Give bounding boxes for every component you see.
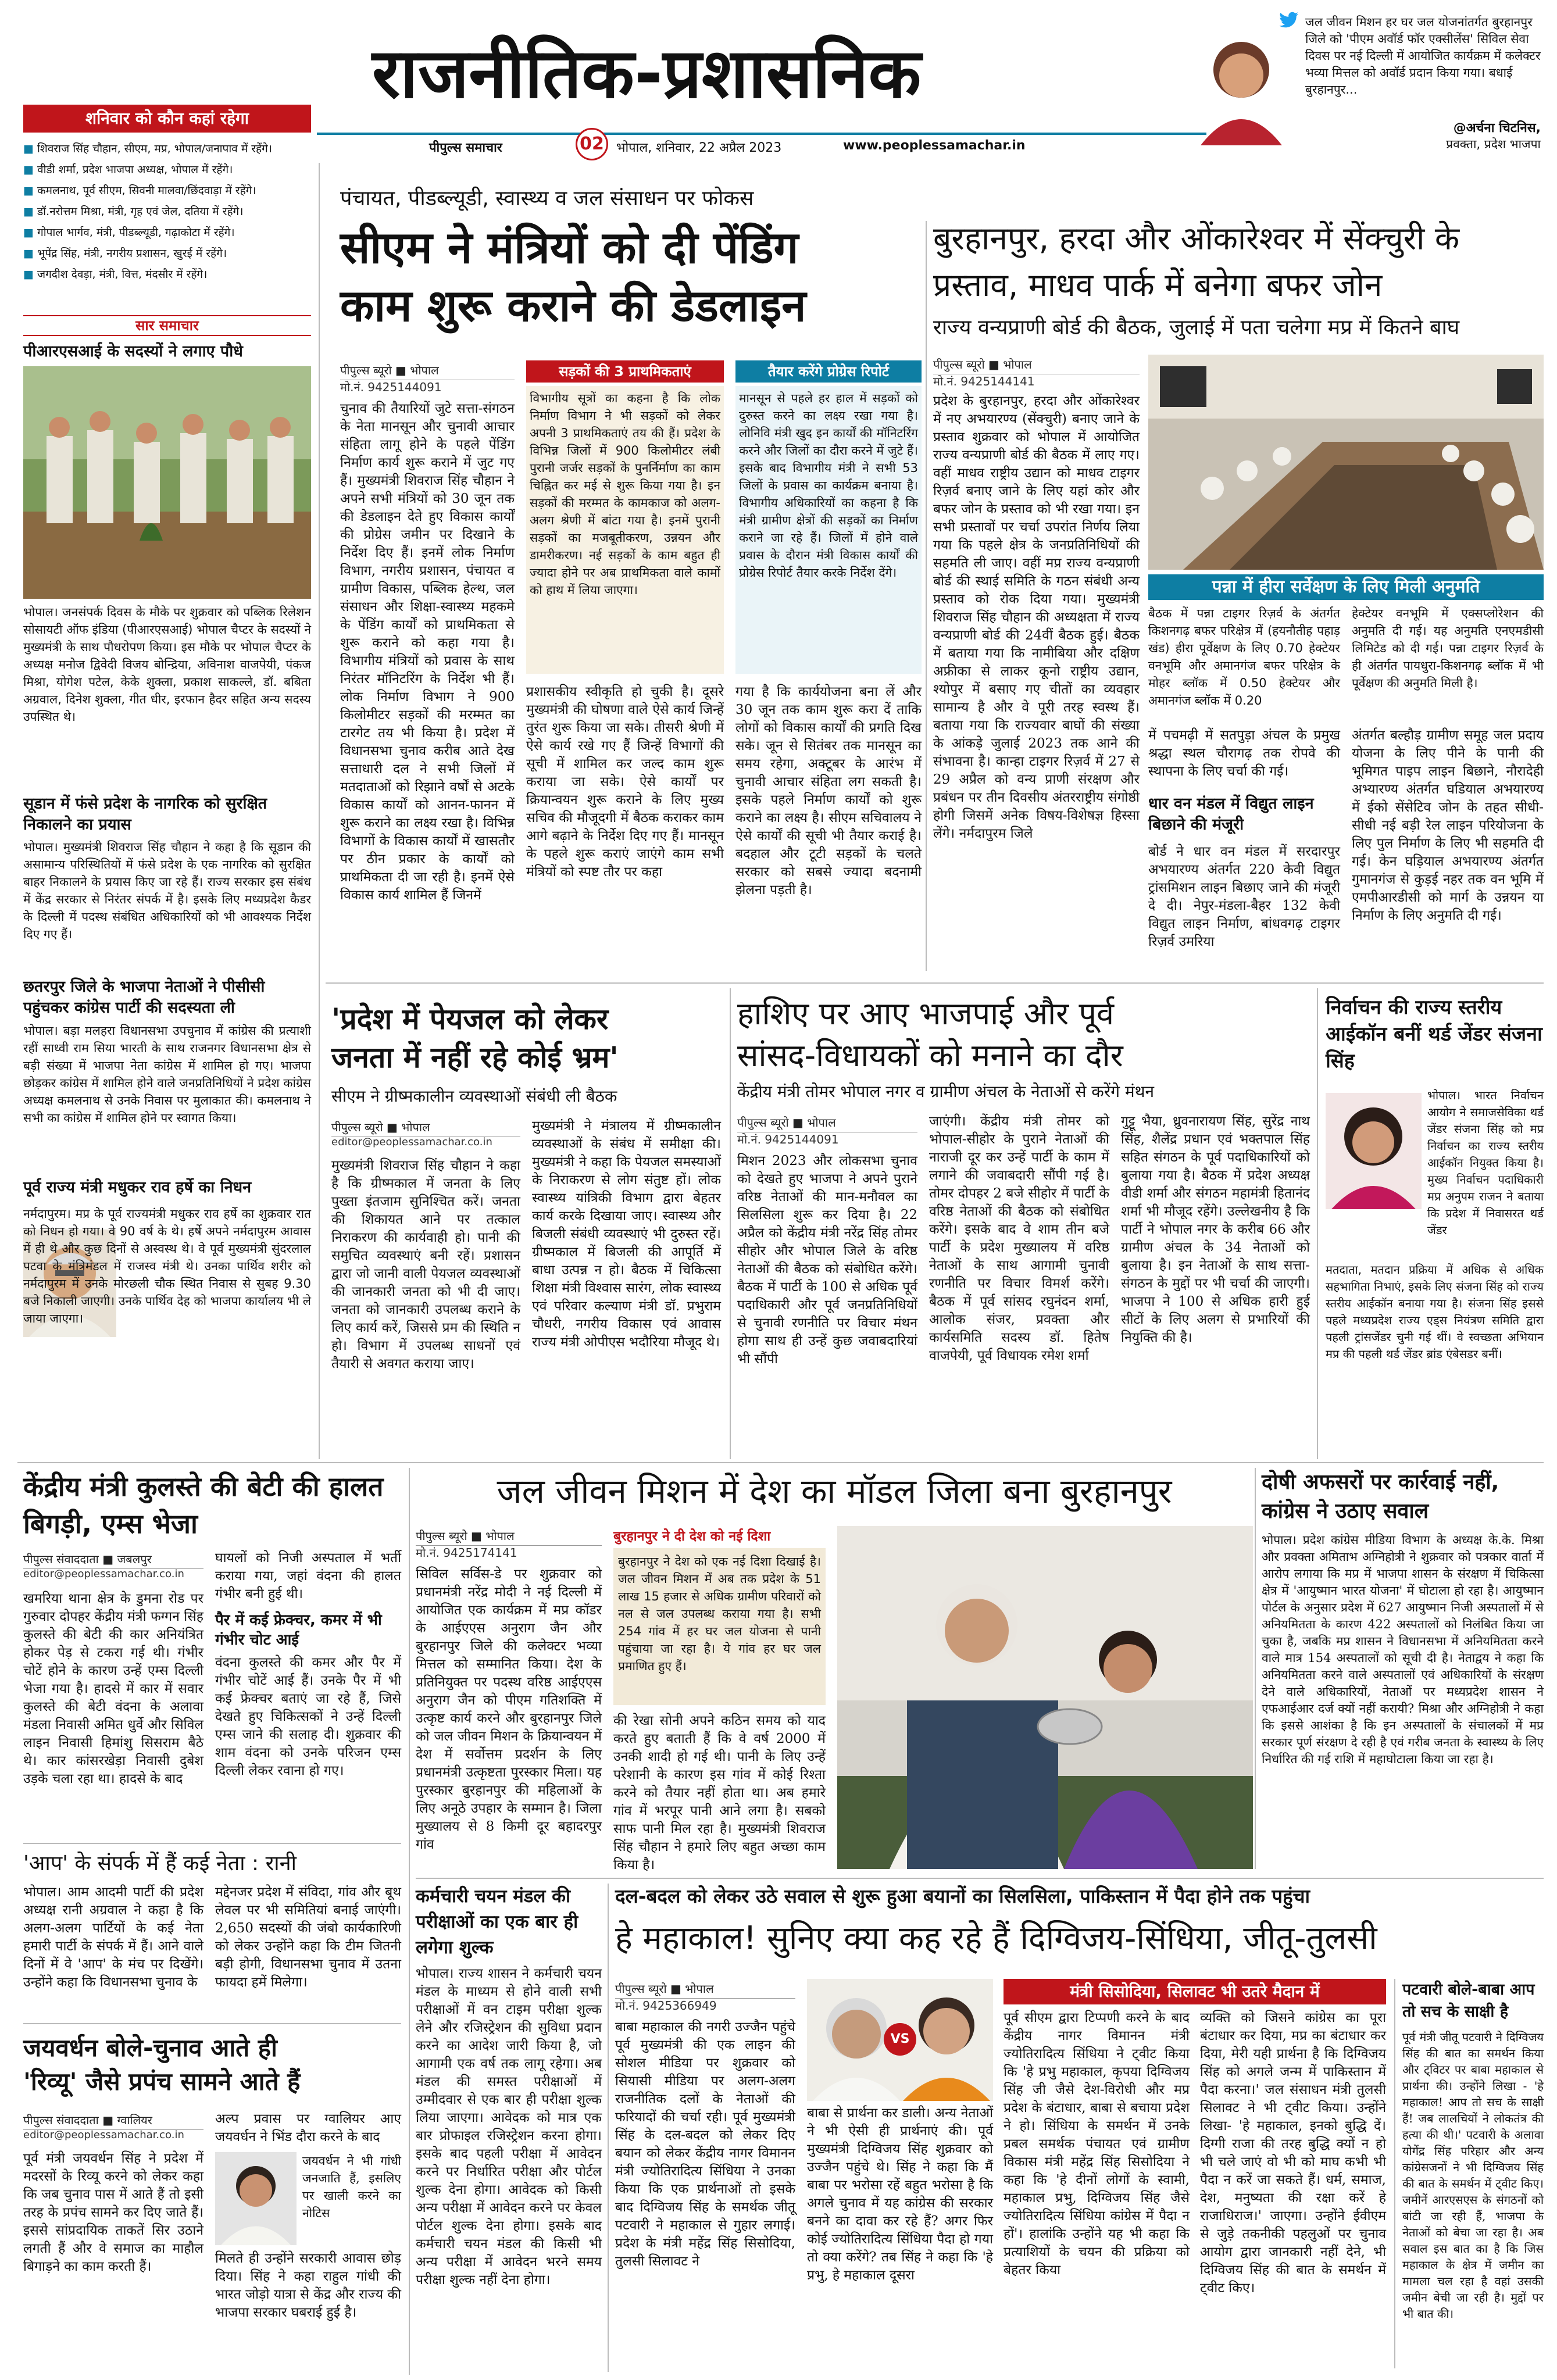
- sisodiya-box-right: व्यक्ति को जिसने कांग्रेस का पूरा बंटाधार कर दिया, मप्र का बंटाधार कर दिया, मेरी यही प्रार्थना है कि दिग्विजय सिंह को अगले जन्म में पाकिस्तान में पैदा करना।' जल संसाधन मंत्री तुलसी सिलावट ने भी ट्वीट किया। उन्होंने लिखा- 'हे महाकाल, इनको बुद्धि दें। दिग्गी राजा की तरह बुद्धि क्यों न हो भी चले जाएं वो भी को माघ कभी भी पैदा न करें जा सकते हैं। धर्म, समाज, देश, मनुष्यता की रक्षा करें हे राजाधिराज।' जाएगा। उन्होंने ईवीएम से जुड़े तकनीकी पहलुओं पर चुनाव आयोग द्वारा जानकारी नहीं देने, भी दिग्विजय सिंह की बात के समर्थन में ट्वीट किए।: [1200, 2010, 1386, 2296]
- harsh-body: नर्मदापुरम। मप्र के पूर्व राज्यमंत्री मधुकर राव हर्षे का शुक्रवार रात को निधन हो गया। वे 90 वर्ष के थे। हर्षे अपने नर्मदापुरम आवास में ही थे और कुछ दिनों से अस्वस्थ थे। वे पूर्व मुख्यमंत्री सुंदरलाल पटवा के मंत्रिमंडल में राजस्व मंत्री थे। उनका पार्थिव शरीर को नर्मदापुरम में उनके मोरछली चौक स्थित निवास से सुबह 9.30 बजे निकाली जाएगी। उनके पार्थिव देह को भाजपा कार्यालय भी ले जाया जाएगा।: [23, 1207, 311, 1325]
- jaivardhan-byline: पीपुल्स संवाददाता ■ ग्वालियर: [23, 2110, 203, 2130]
- jjm-headline: जल जीवन मिशन में देश का मॉडल जिला बना बुरहानपुर: [497, 1471, 1172, 1511]
- jaivardhan-story: [23, 2023, 401, 2372]
- whereabouts-item: ■ जगदीश देवड़ा, मंत्री, वित्त, मंदसौर में रहेंगे।: [23, 268, 208, 281]
- lead-byline: पीपुल्स ब्यूरो ■ भोपाल: [340, 360, 515, 380]
- whereabouts-item: ■ कमलनाथ, पूर्व सीएम, सिवनी मालवा/छिंदवाड़ा में रहेंगे।: [23, 184, 256, 197]
- box1-body: विभागीय सूत्रों का कहना है कि लोक निर्माण विभाग ने भी सड़कों को लेकर अपनी 3 प्राथमिकताएं तय की हैं। प्रदेश के विभिन्न जिलों में 900 किलोमीटर लंबी पुरानी जर्जर सड़कों के पुनर्निर्माण का काम चिह्नित कर मई से शुरू किया गया है। इन सड़कों की मरम्मत के कामकाज को अलग-अलग श्रेणी में बांटा गया है। इनमें पुरानी सड़कों का मजबूतीकरण, उन्नयन और डामरीकरण। नई सड़कों के काम बहुत ही ज्यादा होने पर अब प्राथमिकता वाले कामों को हाथ में लिया जाएगा।: [526, 386, 724, 674]
- aap-headline: 'आप' के संपर्क में हैं कई नेता : रानी: [23, 1852, 297, 1875]
- water-deck: सीएम ने ग्रीष्मकालीन व्यवस्थाओं संबंधी ली बैठक: [331, 1087, 617, 1106]
- tiger-col1: प्रदेश के बुरहानपुर, हरदा और ओंकारेश्वर में नए अभयारण्य (सेंक्चुरी) बनाए जाने के प्रस्ताव शुक्रवार को भोपाल में आयोजित राज्य वन्यप्राणी बोर्ड की बैठक में लाए गए। वहीं माधव राष्ट्रीय उद्यान को माधव टाइगर रिज़र्व बनाए जाने के लिए यहां कोर और बफर जोन के प्रस्ताव को भी रखा गया। इन सभी प्रस्तावों पर चर्चा उपरांत निर्णय लिया गया कि पहले क्षेत्र के जनप्रतिनिधियों की सहमति ली जाए। वहीं मप्र राज्य वन्यप्राणी बोर्ड की स्थाई समिति के गठन संबंधी अन्य प्रस्ताव को रोक दिया गया। मुख्यमंत्री शिवराज सिंह चौहान की अध्यक्षता में राज्य वन्यप्राणी बोर्ड की 24वीं बैठक हुई। बैठक में बताया गया कि नामीबिया और दक्षिण अफ्रीका से लाकर कूनो राष्ट्रीय उद्यान, श्योपुर में बसाए गए चीतों का व्यवहार सामान्य है और वे पूरी तरह स्वस्थ हैं। बताया गया कि राज्यवार बाघों की संख्या के आंकड़े जुलाई 2023 तक आने की संभावना है। कान्हा टाइगर रिज़र्व में 27 से 29 अप्रैल को वन्य प्राणी संरक्षण और प्रबंधन पर तीन दिवसीय अंतरराष्ट्रीय संगोष्ठी होगी जिसमें अनेक विषय-विशेषज्ञ हिस्सा लेंगे। नर्मदापुरम जिले: [933, 394, 1140, 841]
- vs-badge: VS: [884, 2023, 916, 2056]
- bjp-col3: गुट्टू भैया, ध्रुवनारायण सिंह, सुरेंद्र नाथ सिंह, शैलेंद्र प्रधान एवं भक्तपाल सिंह सहित संगठन के पूर्व पदाधिकारियों को बुलाया गया है। बैठक में प्रदेश अध्यक्ष वीडी शर्मा और संगठन महामंत्री हितानंद शर्मा भी मौजूद रहेंगे। उल्लेखनीय है कि पार्टी ने भोपाल नगर के करीब 66 और ग्रामीण अंचल के 34 नेताओं को बुलाया है। इन नेताओं के साथ सत्ता-संगठन के मुद्दों पर भी चर्चा की जाएगी। भाजपा ने 100 से अधिक हारी हुई सीटों के लिए अलग से प्रभारियों की नियुक्ति की है।: [1121, 1114, 1310, 1345]
- sanjana-photo: [1326, 1093, 1422, 1209]
- jaivardhan-col1: पूर्व मंत्री जयवर्धन सिंह ने प्रदेश में मदरसों के रिव्यू करने को लेकर कहा कि जब चुनाव पास में आते हैं तो इसी तरह के प्रपंच सामने कर दिए जाते हैं। इससे सांप्रदायिक ताकतें सिर उठाने लगती हैं और वे समाज का माहौल बिगाड़ने का काम करती हैं।: [23, 2151, 203, 2274]
- chhatarpur-body: भोपाल। बड़ा मलहरा विधानसभा उपचुनाव में कांग्रेस की प्रत्याशी रहीं साध्वी राम सिया भारती के साथ राजनगर विधानसभा क्षेत्र से बड़ी संख्या में भाजपा नेता कांग्रेस में शामिल हो गए। भाजपा छोड़कर कांग्रेस में शामिल होने वाले जनप्रतिनिधियों ने प्रदेश कांग्रेस अध्यक्ष कमलनाथ से उनके निवास पर मुलाकात की। कमलनाथ ने सभी का कांग्रेस में शामिल होने पर स्वागत किया।: [23, 1024, 311, 1125]
- whereabouts-title: शनिवार को कौन कहां रहेगा: [23, 105, 311, 133]
- section-rule: [23, 1843, 401, 1844]
- paper-name: पीपुल्स समाचार: [429, 138, 563, 156]
- whereabouts-item-text: जगदीश देवड़ा, मंत्री, वित्त, मंदसौर में रहेंगे।: [37, 268, 208, 281]
- bjp-deck: केंद्रीय मंत्री तोमर भोपाल नगर व ग्रामीण अंचल के नेताओं से करेंगे मंथन: [737, 1082, 1155, 1101]
- tiger-headline: बुरहानपुर, हरदा और ओंकारेश्वर में सेंक्चुरी के प्रस्ताव, माधव पार्क में बनेगा बफर जोन: [933, 220, 1460, 303]
- kulaste-byline: पीपुल्स संवाददाता ■ जबलपुर: [23, 1549, 203, 1569]
- saar-title: सार समाचार: [23, 315, 311, 336]
- left-sidebar: [23, 105, 311, 1459]
- panna-right: हेक्टेयर वनभूमि में एक्सप्लोरेशन की अनुमति दी गई। यह अनुमति एनएमडीसी लिमिटेड को दी गई। पन्ना टाइगर रिज़र्व के ही अंतर्गत पायधुरा-किशनगढ़ ब्लॉक में भी पूर्वेक्षण की अनुमति मिली है।: [1352, 606, 1544, 690]
- box1-title: सड़कों की 3 प्राथमिकताएं: [526, 360, 724, 383]
- jjm-mobile: मो.नं. 9425174141: [416, 1546, 517, 1560]
- jjm-byline: पीपुल्स ब्यूरो ■ भोपाल: [416, 1526, 602, 1546]
- whereabouts-item: ■ गोपाल भार्गव, मंत्री, पीडब्ल्यूडी, गढ़ाकोटा में रहेंगे।: [23, 226, 235, 239]
- section-rule: [326, 982, 1544, 984]
- chhatarpur-headline: छतरपुर जिले के भाजपा नेताओं ने पीसीसी पहुंचकर कांग्रेस पार्टी की सदस्यता ली: [23, 978, 265, 1017]
- section-rule: [23, 2023, 401, 2024]
- lead-story: [326, 163, 924, 977]
- aap-col2: मद्देनजर प्रदेश में संविदा, गांव और बूथ लेवल पर भी समितियां बनाई जाएंगी। 2,650 सदस्यों की जंबो कार्यकारिणी को लेकर उन्होंने कहा कि टीम जितनी बड़ी होगी, विधानसभा चुनाव में उतना फायदा हमें मिलेगा।: [215, 1885, 401, 1990]
- panna-headline: पन्ना में हीरा सर्वेक्षण के लिए मिली अनुमति: [1148, 574, 1544, 600]
- digvijay-mobile: मो.नं. 9425366949: [615, 1999, 717, 2013]
- panna-left: बैठक में पन्ना टाइगर रिज़र्व के अंतर्गत किशनगढ़ बफर परिक्षेत्र में (हयनौतीह पहाड़ खंड) हीरा पूर्वेक्षण के लिए 0.70 हेक्टेयर वनभूमि और अमानगंज बफर परिक्षेत्र के मोहर ब्लॉक में 0.50 हेक्टेयर और अमानगंज ब्लॉक में 0.20: [1148, 606, 1340, 707]
- whereabouts-item-text: वीडी शर्मा, प्रदेश भाजपा अध्यक्ष, भोपाल में रहेंगे।: [37, 163, 233, 176]
- tweet-box: [1192, 12, 1541, 157]
- whereabouts-item-text: गोपाल भार्गव, मंत्री, पीडब्ल्यूडी, गढ़ाकोटा में रहेंगे।: [37, 226, 235, 239]
- water-col1: मुख्यमंत्री शिवराज सिंह चौहान ने कहा है कि ग्रीष्मकाल में जनता के लिए पुख्ता इंतजाम सुनिश्चित करें। जनता की शिकायत आने पर तत्काल निराकरण की कार्यवाही हो। पानी की समुचित व्यवस्थाएं बनी रहें। प्रशासन द्वारा जो जानी वाली पेयजल व्यवस्थाओं की जानकारी जनता को भी दी जाए। जनता को जानकारी उपलब्ध कराने के लिए कार्य करें, जिससे प्रम की स्थिति न हो। विभाग में उपलब्ध साधनों एवं तैयारी से अवगत कराया जाए।: [331, 1158, 520, 1371]
- doshi-headline: दोषी अफसरों पर कार्रवाई नहीं, कांग्रेस ने उठाए सवाल: [1262, 1470, 1499, 1523]
- dateline: भोपाल, शनिवार, 22 अप्रैल 2023: [616, 138, 837, 156]
- lead-col2: प्रशासकीय स्वीकृति हो चुकी है। दूसरे मुख्यमंत्री की घोषणा वाले ऐसे कार्य जिन्हें तुरंत शुरू किया जा सके। तीसरी श्रेणी में ऐसे कार्य रखे गए हैं जिन्हें विभागों की सूची में शामिल कर जल्द काम शुरू कराया जा सके। ऐसे कार्यों पर क्रियान्वयन शुरू कराने के लिए मुख्य सचिव की मौजूदगी में बैठक कराकर काम आगे बढ़ाने के निर्देश दिए गए हैं। मानसून के पहले शुरू कराएं जाएंगे काम सभी मंत्रियों को स्पष्ट तौर पर कहा: [526, 684, 724, 880]
- tiger-col3: अंतर्गत बल्हौड़ ग्रामीण समूह जल प्रदाय योजना के लिए पीने के पानी की भूमिगत पाइप लाइन बिछाने, नौरादेही अभ्यारण्य अंतर्गत घडियाल अभयारण्य में ईको सेंसेटिव जोन के तहत सीधी-सीधी नई बड़ी रेल लाइन परियोजना के लिए पुल निर्माण के लिए भी सहमति दी गई। केन घड़ियाल अभयारण्य अंतर्गत गुमानगंज से कुड़ई नहर तक वन भूमि में एमपीआरडीसी को मार्ग के उन्नयन या निर्माण के लिए अनुमति दी गई।: [1352, 728, 1544, 923]
- jjm-story: [416, 1468, 1253, 1875]
- kulaste-col1: खमरिया थाना क्षेत्र के डुमना रोड पर गुरुवार दोपहर केंद्रीय मंत्री फग्गन सिंह कुलस्ते की बेटी की कार अनियंत्रित होकर पेड़ से टकरा गई थी। गंभीर चोटें होने के कारण उन्हें एम्स दिल्ली भेजा गया है। हादसे में कार में सवार कुलस्ते की बेटी वंदना के अलावा मंडला निवासी अमित धुर्वे और सिविल लाइन निवासी हिमांशु सिसराम बैठे थे। कार कांसरखेड़ा निवासी दुबेश उड़के चला रहा था। हादसे के बाद: [23, 1591, 203, 1786]
- kulaste-col2-top: घायलों को निजी अस्पताल में भर्ती कराया गया, जहां वंदना की हालत गंभीर बनी हुई थी।: [215, 1550, 401, 1602]
- icon-body-top: भोपाल। भारत निर्वाचन आयोग ने समाजसेविका थर्ड जेंडर संजना सिंह को मप्र निर्वाचन का राज्य स्तरीय आईकॉन नियुक्त किया है। मुख्य निर्वाचन पदाधिकारी मप्र अनुपम राजन ने बताया कि प्रदेश में निवासरत थर्ड जेंडर: [1427, 1088, 1544, 1237]
- column-rule: [730, 988, 731, 1459]
- jaivardhan-col2-mid: जयवर्धन ने भी गांधी जनजाति हैं, इसलिए पर खाली करने का नोटिस: [302, 2154, 401, 2220]
- patwari-body: पूर्व मंत्री जीतू पटवारी ने दिग्विजय सिंह की बात का समर्थन किया और ट्विटर पर बाबा महाकाल से प्रार्थना की। उन्होंने लिखा - 'हे महाकाल! आप तो सच के साक्षी हैं! जब लालचियों ने लोकतंत्र की हत्या की थी।' पटवारी के अलावा योगेंद्र सिंह परिहार और अन्य कांग्रेसजनों ने भी दिग्विजय सिंह की बात के समर्थन में ट्वीट किए। जमीनें आरएसएस के संगठनों को बांटी जा रही हैं, भाजपा के नेताओं को बेचा जा रहा है। अब सवाल इस बात का है कि जिस महाकाल के क्षेत्र में जमीन का मामला चल रहा है वहां उसकी जमीन बेची जा रही है। मुद्दों पर भी बात की।: [1402, 2030, 1544, 2321]
- tiger-deck: राज्य वन्यप्राणी बोर्ड की बैठक, जुलाई में पता चलेगा मप्र में कितने बाघ: [933, 316, 1460, 340]
- meeting-photo: [1148, 355, 1544, 570]
- kulaste-subhead: पैर में कई फ्रेक्चर, कमर में भी गंभीर चोट आई: [215, 1611, 382, 1649]
- bjp-byline: पीपुल्स ब्यूरो ■ भोपाल: [737, 1113, 917, 1132]
- jjm-box-body: बुरहानपुर ने देश को एक नई दिशा दिखाई है। जल जीवन मिशन में अब तक प्रदेश के 51 लाख 15 हजार से अधिक ग्रामीण परिवारों को नल से जल उपलब्ध कराया गया है। सभी 254 गांव में हर घर जल योजना से पानी पहुंचाया जा रहा है। ये गांव हर घर जल प्रमाणित हुए हैं।: [613, 1548, 826, 1705]
- sisodiya-box-title: मंत्री सिसोदिया, सिलावट भी उतरे मैदान में: [1004, 1979, 1386, 2004]
- sisodiya-box-left: पूर्व सीएम द्वारा टिप्पणी करने के बाद केंद्रीय नागर विमानन मंत्री ज्योतिरादित्य सिंधिया ने ट्वीट किया कि 'हे प्रभु महाकाल, कृपया दिग्विजय सिंह जी जैसे देश-विरोधी और मप्र प्रदेश के बंटाधार, बाबा से बचाया प्रदेश ने हो। सिंधिया के समर्थन में उनके प्रबल समर्थक पंचायत एवं ग्रामीण विकास मंत्री महेंद्र सिंह सिसोदिया ने कहा कि 'हे दीनों लोगों के स्वामी, महाकाल प्रभु, दिग्विजय सिंह जैसे ज्योतिरादित्य सिंधिया कांग्रेस में पैदा न हों'। हालांकि उन्होंने यह भी कहा कि प्रत्याशियों के चयन की प्रक्रिया को बेहतर किया: [1004, 2010, 1190, 2278]
- digvijay-col1: बाबा महाकाल की नगरी उज्जैन पहुंचे पूर्व मुख्यमंत्री की एक लाइन की सोशल मीडिया पर शुक्रवार को सियासी मीडिया पर अलग-अलग राजनीतिक दलों के नेताओं की फरियादों की चर्चा रही। पूर्व मुख्यमंत्री सिंह के दल-बदल को लेकर दिए बयान को लेकर केंद्रीय नागर विमानन मंत्री ज्योतिरादित्य सिंधिया ने उनका किया कि एक प्रार्थनाओं तो इसके बाद दिग्विजय सिंह के समर्थक जीतू पटवारी ने महाकाल से गुहार लगाई। प्रदेश के मंत्री महेंद्र सिंह सिसोदिया, तुलसी सिलावट ने: [615, 2020, 795, 2269]
- dhar-headline: धार वन मंडल में विद्युत लाइन बिछाने की मंजूरी: [1148, 795, 1314, 834]
- box2-body: मानसून से पहले हर हाल में सड़कों को दुरुस्त करने का लक्ष्य रखा गया है। लोनिवि मंत्री खुद इन कार्यों की मॉनिटरिंग करने और जिलों का दौरा करने में जुटे हैं। इसके बाद विभागीय मंत्री ने सभी 53 जिलों के प्रवास का कार्यक्रम बनाया है। विभागीय अधिकारियों का कहना है कि मंत्री ग्रामीण क्षेत्रों की सड़कों का निर्माण कराने जा रहे हैं। जिलों में होने वाले प्रवास के दौरान मंत्री विकास कार्यों की प्रोग्रेस रिपोर्ट तैयार करके निर्देश देंगे।: [735, 386, 922, 674]
- section-rule: [17, 1462, 1544, 1463]
- bjp-story: [737, 988, 1310, 1465]
- whereabouts-item: ■ भूपेंद्र सिंह, मंत्री, नगरीय प्रशासन, खुरई में रहेंगे।: [23, 247, 227, 260]
- tiger-col2: में पचमढ़ी में सतपुड़ा अंचल के प्रमुख श्रद्धा स्थल चौरागढ़ तक रोपवे की स्थापना के लिए चर्चा की गई।: [1148, 728, 1340, 779]
- whereabouts-item-text: डॉ.नरोत्तम मिश्रा, मंत्री, गृह एवं जेल, दतिया में रहेंगे।: [37, 205, 244, 218]
- kulaste-story: [23, 1468, 401, 1846]
- icon-body-bottom: मतदाता, मतदान प्रक्रिया में अधिक से अधिक सहभागिता निभाएं, इसके लिए संजना सिंह को राज्य स्तरीय आईकॉन बनाया गया है। संजना सिंह इससे पहले मध्यप्रदेश राज्य एड्स नियंत्रण समिति द्वारा पहली ट्रांसजेंडर चुनी गई थीं। वे स्वच्छता अभियान मप्र की पहली थर्ड जेंडर ब्रांड एंबेसडर बनीं।: [1326, 1263, 1544, 1361]
- jaivardhan-headline-line2: 'रिव्यू' जैसे प्रपंच सामने आते हैं: [23, 2067, 301, 2096]
- patwari-headline: पटवारी बोले-बाबा आप तो सच के साक्षी है: [1402, 1981, 1535, 2021]
- column-rule: [1394, 1979, 1395, 2368]
- modi-award-photo: [837, 1526, 1253, 1869]
- masthead-rule: [317, 133, 1206, 135]
- jaivardhan-email[interactable]: editor@peoplessamachar.co.in: [23, 2129, 184, 2141]
- whereabouts-item-text: शिवराज सिंह चौहान, सीएम, मप्र, भोपाल/जनापाव में रहेंगे।: [37, 142, 273, 155]
- water-byline: पीपुल्स ब्यूरो ■ भोपाल: [331, 1117, 520, 1137]
- tiger-byline: पीपुल्स ब्यूरो ■ भोपाल: [933, 355, 1140, 374]
- lead-col1: चुनाव की तैयारियों जुटे सत्ता-संगठन के नेता मानसून और चुनावी आचार संहिता लागू होने के पहले पेंडिंग निर्माण कार्य शुरू कराने में जुट गए हैं। मुख्यमंत्री शिवराज सिंह चौहान ने अपने सभी मंत्रियों को 30 जून तक की डेडलाइन देते हुए विकास कार्यों की प्रोग्रेस जमीन पर दिखाने के निर्देश दिए हैं। इनमें लोक निर्माण विभाग, नगरीय प्रशासन, पंचायत व ग्रामीण विकास, पब्लिक हेल्थ, जल संसाधन और शिक्षा-स्वास्थ्य महकमे के पेंडिंग कार्यों को प्राथमिकता से शुरू कराने को कहा गया है। विभागीय मंत्रियों को प्रवास के साथ निरंतर मॉनिटरिंग के निर्देश भी हैं। लोक निर्माण विभाग ने 900 किलोमीटर सड़कों की मरम्मत का टारगेट तय भी किया है। प्रदेश में विधानसभा चुनाव करीब आते देख सत्ताधारी दल ने सभी जिलों में मतदाताओं को रिझाने वर्षों से अटके विकास कार्यों को आनन-फानन में शुरू कराने का लक्ष्य रखा है। विभिन्न विभागों के विकास कार्यों में खासतौर पर ठीन प्रकार के कार्यों को प्राथमिकता दी जा रही है। इनमें ऐसे विकास कार्य शामिल हैं जिनमें: [340, 401, 515, 903]
- bjp-headline-line1: हाशिए पर आए भाजपाई और पूर्व: [737, 995, 1115, 1032]
- digvijay-kicker: दल-बदल को लेकर उठे सवाल से शुरू हुआ बयानों का सिलसिला, पाकिस्तान में पैदा होने तक पहुंचा: [615, 1885, 1310, 1907]
- jaivardhan-col2-top: अल्प प्रवास पर ग्वालियर आए जयवर्धन ने भिंड दौरा करने के बाद: [215, 2111, 401, 2145]
- prsai-photo: [23, 366, 311, 599]
- jaivardhan-photo: [215, 2152, 297, 2245]
- website[interactable]: www.peoplessamachar.in: [843, 138, 1058, 153]
- prsai-headline: पीआरएसआई के सदस्यों ने लगाए पौधे: [23, 342, 243, 360]
- digvijay-col2: बाबा से प्रार्थना कर डाली। अन्य नेताओं ने भी ऐसी ही प्रार्थनाएं की। पूर्व मुख्यमंत्री दिग्विजय सिंह शुक्रवार को उज्जैन पहुंचे थे। सिंह ने कहा कि मैं बाबा पर भरोसा रहें बहुत भरोसा है कि अगले चुनाव में यह कांग्रेस की सरकार बनने का दावा कर रहे हैं? अगर फिर कोई ज्योतिरादित्य सिंधिया पैदा हो गया तो क्या करेंगे? तब सिंह ने कहा कि 'हे प्रभु, हे महाकाल दूसरा: [807, 2106, 993, 2283]
- jaivardhan-col2: मिलते ही उन्होंने सरकारी आवास छोड़ दिया। सिंह ने कहा राहुल गांधी की भारत जोड़ो यात्रा से केंद्र और राज्य की भाजपा सरकार घबराई हुई है।: [215, 2251, 401, 2320]
- whereabouts-item: ■ शिवराज सिंह चौहान, सीएम, मप्र, भोपाल/जनापाव में रहेंगे।: [23, 142, 273, 155]
- dhar-body: बोर्ड ने धार वन मंडल में सरदारपुर अभयारण्य अंतर्गत 220 केवी विद्युत ट्रांसमिशन लाइन बिछाए जाने की मंजूरी दे दी। नेपुर-मंडला-बैहर 132 केवी विद्युत लाइन निर्माण, बांधवगढ़ टाइगर रिज़र्व उमरिया: [1148, 844, 1340, 949]
- sudan-headline: सूडान में फंसे प्रदेश के नागरिक को सुरक्षित निकालने का प्रयास: [23, 795, 267, 834]
- tweet-handle: @अर्चना चिटनिस,: [1453, 121, 1541, 135]
- kulaste-col2: वंदना कुलस्ते की कमर और पैर में गंभीर चोटें आई हैं। उनके पैर में भी कई फ्रेक्चर बताएं जा रहे हैं, जिसे देखते हुए चिकित्सकों ने उन्हें दिल्ली एम्स जाने की सलाह दी। शुक्रवार की शाम वंदना को उनके परिजन एम्स दिल्ली लेकर रवाना हो गए।: [215, 1655, 401, 1778]
- kulaste-email[interactable]: editor@peoplessamachar.co.in: [23, 1568, 184, 1580]
- digvijay-story: [615, 1884, 1544, 2375]
- icon-story: [1326, 988, 1544, 1465]
- water-story: [331, 988, 721, 1465]
- whereabouts-list: [23, 138, 311, 313]
- lead-headline-line1: सीएम ने मंत्रियों को दी पेंडिंग: [340, 221, 799, 273]
- bjp-col2: जाएंगी। केंद्रीय मंत्री तोमर को भोपाल-सीहोर के पुराने नेताओं की नाराजी दूर कर उन्हें पार्टी के काम में लगाने की जवाबदारी सौंपी गई है। तोमर दोपहर 2 बजे सीहोर में पार्टी के वरिष्ठ नेताओं की बैठक को संबोधित करेंगे। इसके बाद वे शाम तीन बजे पार्टी के प्रदेश मुख्यालय में वरिष्ठ नेताओं के साथ आगामी चुनावी रणनीति पर विचार विमर्श करेंगे। बैठक में पूर्व सांसद रघुनंदन शर्मा, आलोक संजर, प्रवक्ता और कार्यसमिति सदस्य डॉ. हितेष वाजपेयी, पूर्व विधायक रमेश शर्मा: [929, 1114, 1109, 1363]
- column-rule: [608, 1884, 609, 2372]
- tweet-role: प्रवक्ता, प्रदेश भाजपा: [1446, 137, 1541, 151]
- karmachari-story: [416, 1884, 602, 2372]
- water-email[interactable]: editor@peoplessamachar.co.in: [331, 1136, 492, 1148]
- sudan-body: भोपाल। मुख्यमंत्री शिवराज सिंह चौहान ने कहा है कि सूडान की असामान्य परिस्थितियों में फंसे प्रदेश के एक नागरिक को सुरक्षित बाहर निकालने के प्रयास किए जा रहे हैं। राज्य सरकार इस संबंध में केंद्र सरकार से निरंतर संपर्क में है। इसके लिए मध्यप्रदेश कैडर के दिल्ली में पदस्थ संबंधित अधिकारियों को भी आवश्यक निर्देश दिए गए हैं।: [23, 840, 311, 941]
- aap-col1: भोपाल। आम आदमी पार्टी की प्रदेश अध्यक्ष रानी अग्रवाल ने कहा है कि अलग-अलग पार्टियों के कई नेता हमारी पार्टी के संपर्क में हैं। आने वाले दिनों में वे 'आप' के मंच पर दिखेंगे। उन्होंने कहा कि विधानसभा चुनाव के: [23, 1885, 203, 1990]
- digvijay-byline: पीपुल्स ब्यूरो ■ भोपाल: [615, 1979, 795, 1999]
- section-rule: [416, 1878, 1544, 1879]
- digvijay-headline: हे महाकाल! सुनिए क्या कह रहे हैं दिग्विजय-सिंधिया, जीतू-तुलसी: [615, 1920, 1377, 1957]
- lead-col3: गया है कि कार्ययोजना बना लें और 30 जून तक काम शुरू करा दें ताकि लोगों को विकास कार्यों की प्रगति दिख सके। जून से सितंबर तक मानसून का समय रहेगा, अक्टूबर के आरंभ में चुनावी आचार संहिता लग सकती है। इसके पहले निर्माण कार्यों को शुरू कराने का लक्ष्य है। सीएम सचिवालय ने ऐसे कार्यों की सूची भी तैयार कराई है। बदहाल और टूटी सड़कों के चलते सरकार को सबसे ज्यादा बदनामी झेलना पड़ती है।: [735, 684, 922, 898]
- prsai-body: भोपाल। जनसंपर्क दिवस के मौके पर शुक्रवार को पब्लिक रिलेशन सोसायटी ऑफ इंडिया (पीआरएसआई) भोपाल चैप्टर के सदस्यों ने मुख्यमंत्री के साथ पौधरोपण किया। इस मौके पर भोपाल चैप्टर के अध्यक्ष मनोज द्विवेदी विजय बोन्द्रिया, अविनाश वाजपेयी, पंकज मिश्रा, योगेश पटेल, केके शुक्ला, प्रकाश साकल्ले, डॉ. बबिता अग्रवाल, दिनेश शुक्ला, गीत धीर, इरफान हैदर सहित अन्य सदस्य उपस्थित थे।: [23, 605, 311, 724]
- jaivardhan-headline-line1: जयवर्धन बोले-चुनाव आते ही: [23, 2034, 277, 2062]
- column-rule: [1317, 988, 1318, 1459]
- jjm-box-title: बुरहानपुर ने दी देश को नई दिशा: [613, 1529, 771, 1544]
- bjp-mobile: मो.नं. 9425144091: [737, 1132, 839, 1146]
- jjm-col2: की रेखा सोनी अपने कठिन समय को याद करते हुए बताती हैं कि वे वर्ष 2000 में उनकी शादी हो गई थी। पानी के लिए उन्हें परेशानी के कारण इस गांव में कोई रिश्ता करने को तैयार नहीं होता था। अब हमारे गांव में भरपूर पानी आने लगा है। सबको साफ पानी मिल रहा है। मुख्यमंत्री शिवराज सिंह चौहान ने हमारे लिए बहुत अच्छा काम किया है।: [613, 1713, 826, 1872]
- tiger-mobile: मो.नं. 9425144141: [933, 374, 1035, 388]
- water-headline-line2: जनता में नहीं रहे कोई भ्रम': [331, 1041, 619, 1074]
- kulaste-headline: केंद्रीय मंत्री कुलस्ते की बेटी की हालत बिगड़ी, एम्स भेजा: [23, 1471, 384, 1539]
- whereabouts-item: ■ वीडी शर्मा, प्रदेश भाजपा अध्यक्ष, भोपाल में रहेंगे।: [23, 163, 233, 176]
- lead-headline-line2: काम शुरू कराने की डेडलाइन: [340, 280, 806, 331]
- lead-kicker: पंचायत, पीडब्ल्यूडी, स्वास्थ्य व जल संसाधन पर फोकस: [340, 187, 754, 210]
- jjm-col1: सिविल सर्विस-डे पर शुक्रवार को प्रधानमंत्री नरेंद्र मोदी ने नई दिल्ली में आयोजित एक कार्यक्रम में मप्र कॉडर के आईएएस अनुराग जैन और बुरहानपुर जिले की कलेक्टर भव्या मित्तल को सम्मानित किया। देश के प्रतिनियुक्त पर पदस्थ वरिष्ठ आईएएस अनुराग जैन को पीएम गतिशक्ति में उत्कृष्ट कार्य करने और बुरहानपुर जिले को जल जीवन मिशन के क्रियान्वयन में देश में सर्वोत्तम प्रदर्शन के लिए प्रधानमंत्री उत्कृष्टता पुरस्कार मिला। यह पुरस्कार बुरहानपुर की महिलाओं के लिए अनूठे उपहार के सम्मान है। जिला मुख्यालय से 8 किमी दूर बहादरपुर गांव: [416, 1567, 602, 1852]
- column-rule: [319, 163, 320, 1459]
- water-col2: मुख्यमंत्री ने मंत्रालय में ग्रीष्मकालीन व्यवस्थाओं के संबंध में समीक्षा की। मुख्यमंत्री ने कहा कि पेयजल समस्याओं के निराकरण से लोग संतुष्ट हों। लोक स्वास्थ्य यांत्रिकी विभाग द्वारा बेहतर कार्य करके दिखाया जाए। स्वास्थ्य और बिजली संबंधी व्यवस्थाएं भी दुरुस्त रहें। ग्रीष्मकाल में बिजली की आपूर्ति में बाधा उत्पन्न न हो। बैठक में चिकित्सा शिक्षा मंत्री विश्वास सारंग, लोक स्वास्थ्य एवं परिवार कल्याण मंत्री डॉ. प्रभुराम चौधरी, नगरीय विकास एवं आवास राज्य मंत्री ओपीएस भदौरिया मौजूद थे।: [532, 1118, 721, 1350]
- box2-title: तैयार करेंगे प्रोग्रेस रिपोर्ट: [735, 360, 922, 383]
- whereabouts-item-text: कमलनाथ, पूर्व सीएम, सिवनी मालवा/छिंदवाड़ा में रहेंगे।: [37, 184, 256, 197]
- aap-story: [23, 1843, 401, 2017]
- water-headline-line1: 'प्रदेश में पेयजल को लेकर: [331, 1002, 609, 1036]
- doshi-body: भोपाल। प्रदेश कांग्रेस मीडिया विभाग के अध्यक्ष के.के. मिश्रा और प्रवक्ता अमिताभ अग्निहोत्री ने शुक्रवार को पत्रकार वार्ता में आरोप लगाया कि मप्र में भाजपा शासन के संरक्षण में चिकित्सा क्षेत्र में 'आयुष्मान भारत योजना' में घोटाला हो रहा है। आयुष्मान पोर्टल के अनुसार प्रदेश में 627 आयुष्मान निजी अस्पतालों में से अनियमितता के कारण 422 अस्पतालों को निलंबित किया जा चुका है, जबकि मप्र शासन ने विधानसभा में अनियमितता करने वाले मात्र 154 अस्पतालों को सूची दी है। नेताद्वय ने कहा कि अनियमितता करने वाले अस्पतालों एवं अधिकारियों के संरक्षण देने वाले अधिकारियों, नेताओं पर मध्यप्रदेश शासन ने एफआईआर दर्ज क्यों नहीं करायी? मिश्रा और अग्निहोत्री ने कहा कि इससे आशंका है कि इन अस्पतालों के संचालकों में मप्र सरकार पूर्ण संरक्षण दे रही है एवं गरीब जनता के स्वास्थ्य के लिए निर्धारित की गई राशि में महाघोटाला किया जा रहा है।: [1262, 1533, 1544, 1766]
- karmachari-headline: कर्मचारी चयन मंडल की परीक्षाओं का एक बार ही लगेगा शुल्क: [416, 1886, 578, 1958]
- tiger-story: [933, 215, 1544, 977]
- twitter-icon: [1279, 12, 1299, 29]
- harsh-headline: पूर्व राज्य मंत्री मधुकर राव हर्षे का निधन: [23, 1178, 252, 1196]
- icon-headline: निर्वाचन की राज्य स्तरीय आईकॉन बनीं थर्ड जेंडर संजना सिंह: [1326, 996, 1542, 1073]
- bjp-headline-line2: सांसद-विधायकों को मनाने का दौर: [737, 1037, 1123, 1074]
- bjp-col1: मिशन 2023 और लोकसभा चुनाव को देखते हुए भाजपा ने अपने पुराने वरिष्ठ नेताओं की मान-मनौवल का सिलसिला शुरू कर दिया है। 22 अप्रैल को केंद्रीय मंत्री नरेंद्र सिंह तोमर सीहोर और भोपाल जिले के वरिष्ठ नेताओं की बैठक को संबोधित करेंगे। बैठक में पार्टी के 100 से अधिक पूर्व पदाधिकारी और पूर्व जनप्रतिनिधियों से चुनावी रणनीति पर विचार मंथन होगा साथ ही उन्हें कुछ जवाबदारियां भी सौंपी: [737, 1153, 917, 1367]
- portrait-image: [1192, 29, 1291, 145]
- whereabouts-item-text: भूपेंद्र सिंह, मंत्री, नगरीय प्रशासन, खुरई में रहेंगे।: [37, 247, 227, 260]
- karmachari-body: भोपाल। राज्य शासन ने कर्मचारी चयन मंडल के माध्यम से होने वाली सभी परीक्षाओं में वन टाइम परीक्षा शुल्क लेने और रजिस्ट्रेशन की सुविधा प्रदान करने का आदेश जारी किया है, जो आगामी एक वर्ष तक लागू रहेगा। अब मंडल की समस्त परीक्षाओं में उम्मीदवार से एक बार ही परीक्षा शुल्क लिया जाएगा। आवेदक को मात्र एक बार प्रोफाइल रजिस्ट्रेशन करना होगा। इसके बाद पहली परीक्षा में आवेदन करने पर निर्धारित परीक्षा और पोर्टल शुल्क देना होगा। आवेदक को किसी अन्य परीक्षा में आवेदन करने पर केवल पोर्टल शुल्क देना होगा। इसके बाद कर्मचारी चयन मंडल की किसी भी अन्य परीक्षा में आवेदन भरने समय परीक्षा शुल्क नहीं देना होगा।: [416, 1966, 602, 2288]
- tweet-text: जल जीवन मिशन हर घर जल योजनांतर्गत बुरहानपुर जिले को 'पीएम अवॉर्ड फॉर एक्सीलेंस' सिविल सेवा दिवस पर नई दिल्ली में आयोजित कार्यक्रम में कलेक्टर भव्या मित्तल को अवॉर्ड प्रदान किया गया। बधाई बुरहानपुर...: [1305, 15, 1541, 97]
- column-rule: [1255, 1468, 1256, 1869]
- column-rule: [926, 221, 927, 971]
- lead-mobile: मो.नं. 9425144091: [340, 380, 442, 394]
- section-title: राजनीतिक-प्रशासनिक: [372, 33, 922, 113]
- doshi-story: [1262, 1468, 1544, 1875]
- whereabouts-item: ■ डॉ.नरोत्तम मिश्रा, मंत्री, गृह एवं जेल, दतिया में रहेंगे।: [23, 205, 244, 218]
- portrait-photo: [1192, 29, 1291, 145]
- column-rule: [409, 1468, 410, 2375]
- page-number: 02: [576, 128, 608, 160]
